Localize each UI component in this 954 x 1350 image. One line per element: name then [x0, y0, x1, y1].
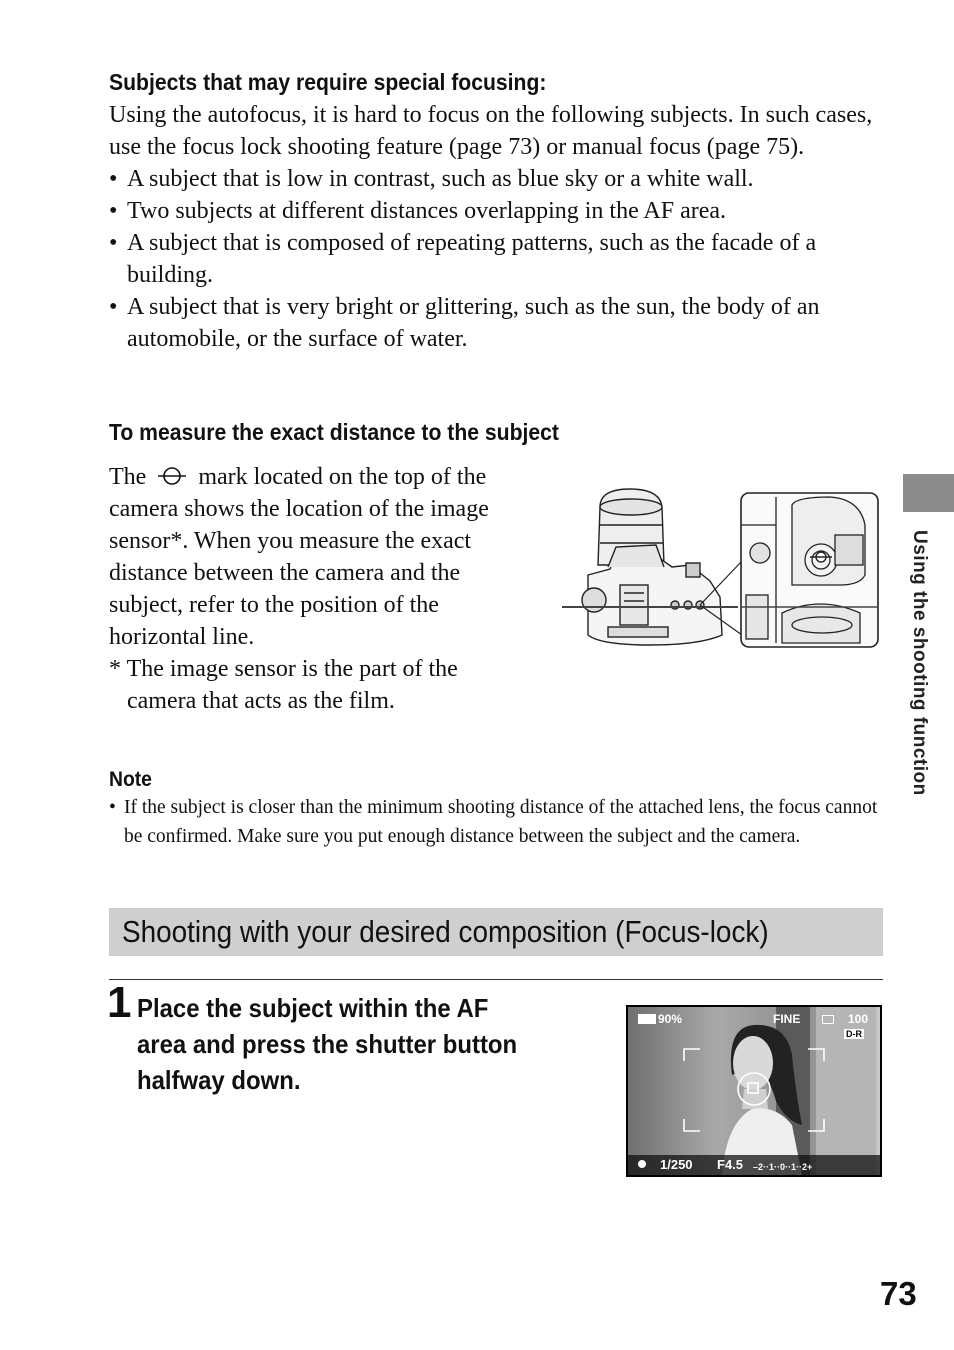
- battery-icon: [638, 1014, 656, 1024]
- focusing-intro: Using the autofocus, it is hard to focus on the following subjects. In such cases, use the focus lock shooting feature (page 73) or manual focus (page 75).: [109, 102, 873, 160]
- focusing-bullet-list: [109, 163, 874, 355]
- note-heading: Note: [109, 768, 152, 791]
- measure-heading: To measure the exact distance to the subject: [109, 419, 559, 445]
- step-text: Place the subject within the AF area and press the shutter button halfway down.: [137, 993, 518, 1095]
- measure-paragraph: [109, 461, 529, 653]
- side-tab-marker: [903, 474, 954, 512]
- list-item: • If the subject is closer than the minimum shooting distance of the attached lens, the focus cannot be confirmed. Make sure you put enough distance between the subject and the camera.: [109, 793, 883, 851]
- section-title: Shooting with your desired composition (Focus-lock): [122, 914, 769, 949]
- shutter-speed: 1/250: [660, 1157, 693, 1172]
- step-number: 1: [107, 978, 132, 1027]
- battery-level: 90%: [658, 1012, 683, 1026]
- lcd-screen: [626, 1005, 882, 1177]
- measure-text-rest: mark located on the top of the camera shows the location of the image sensor*. When you measure the exact distance between the camera and the subject, refer to the position of the horizontal line.: [109, 464, 489, 650]
- list-item: • A subject that is composed of repeating patterns, such as the facade of a building.: [109, 227, 874, 291]
- shots-remaining: 100: [848, 1012, 869, 1026]
- note-body: [109, 793, 883, 851]
- focusing-heading: Subjects that may require special focusing:: [109, 69, 547, 95]
- exposure-scale: –2··1··0··1··2+: [753, 1162, 813, 1172]
- measure-text-start: The: [109, 464, 147, 490]
- list-item: • Two subjects at different distances overlapping in the AF area.: [109, 195, 874, 227]
- camera-top-drawing: [560, 485, 882, 653]
- section-banner: [109, 908, 883, 956]
- list-item: • A subject that is low in contrast, such as blue sky or a white wall.: [109, 163, 874, 195]
- divider: [109, 979, 883, 980]
- camera-top-illustration: [560, 485, 882, 653]
- focus-indicator-icon: [638, 1160, 646, 1168]
- sidebar-label: Using the shooting function: [909, 530, 930, 796]
- focusing-body: [109, 99, 874, 355]
- measure-footnote: * The image sensor is the part of the camera that acts as the film.: [109, 656, 458, 714]
- aperture-value: F4.5: [717, 1157, 744, 1172]
- battery-indicator: [638, 1012, 682, 1026]
- measure-body: [109, 461, 529, 717]
- image-sensor-mark-icon: [152, 463, 192, 483]
- note-bullet-list: [109, 793, 883, 851]
- dro-indicator: D-R: [846, 1029, 862, 1039]
- quality-indicator: FINE: [773, 1012, 801, 1026]
- list-item: • A subject that is very bright or glittering, such as the sun, the body of an automobile, or the surface of water.: [109, 291, 874, 355]
- page-number: 73: [880, 1275, 917, 1312]
- image-size-icon: [822, 1015, 834, 1024]
